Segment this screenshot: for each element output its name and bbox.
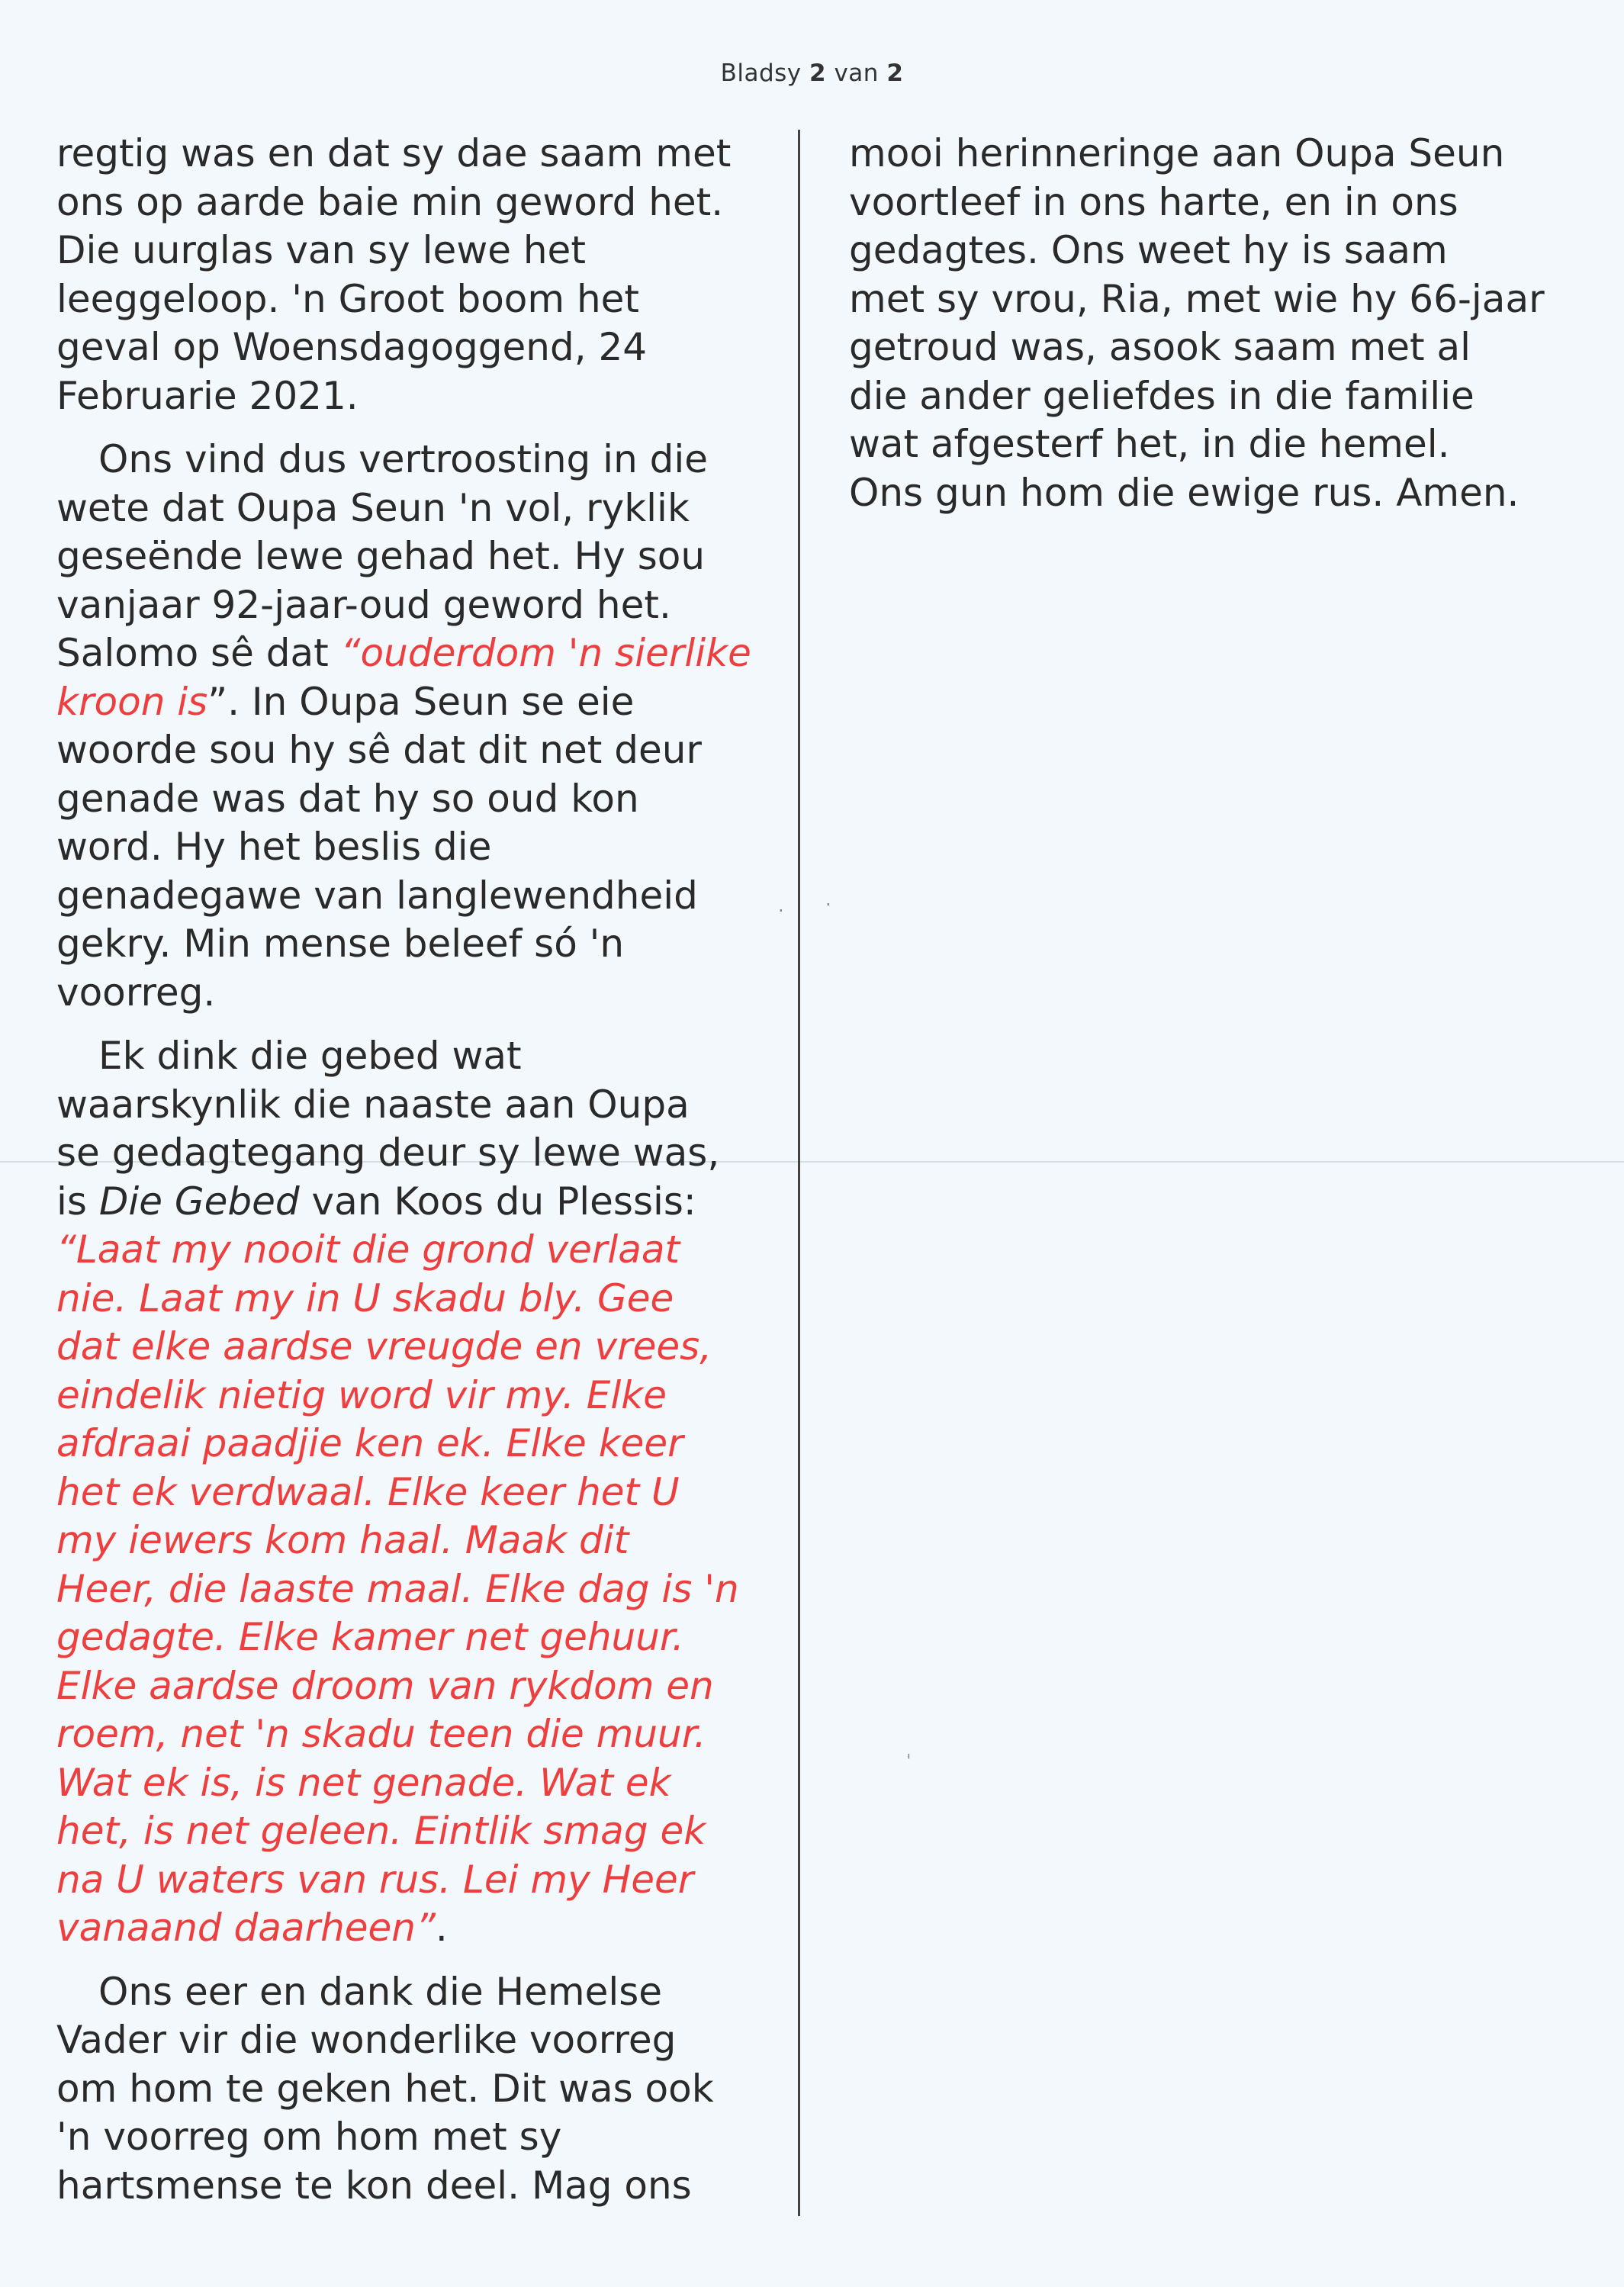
text-line xyxy=(56,629,789,678)
text-line: die ander geliefdes in die familie xyxy=(849,373,1474,418)
text-line: se gedagtegang deur sy lewe was, xyxy=(56,1131,720,1175)
text-line: gedagtes. Ons weet hy is saam xyxy=(849,228,1448,272)
column-divider xyxy=(798,130,800,2216)
text-line: Februarie 2021. xyxy=(56,373,359,418)
header-page-number: 2 xyxy=(809,60,827,87)
quote-line: “Laat my nooit die grond verlaat xyxy=(56,1227,680,1272)
text-line: genade was dat hy so oud kon xyxy=(56,776,639,821)
quote-text: kroon is xyxy=(56,679,208,724)
poem-title: Die Gebed xyxy=(98,1179,300,1224)
quote-line: roem, net 'n skadu teen die muur. xyxy=(56,1712,706,1756)
quote-text: “ouderdom 'n sierlike xyxy=(340,631,751,675)
quote-line: het, is net geleen. Eintlik smag ek xyxy=(56,1809,706,1853)
quote-line: Wat ek is, is net genade. Wat ek xyxy=(56,1760,671,1805)
text-line: waarskynlik die naaste aan Oupa xyxy=(56,1082,690,1127)
text-span: van Koos du Plessis: xyxy=(299,1179,696,1224)
quote-line: eindelik nietig word vir my. Elke xyxy=(56,1372,667,1417)
text-line: geseënde lewe gehad het. Hy sou xyxy=(56,534,706,578)
quote-line: na U waters van rus. Lei my Heer xyxy=(56,1857,694,1902)
text-span: is xyxy=(56,1179,99,1224)
quote-text: vanaand daarheen” xyxy=(56,1906,436,1950)
text-line: gekry. Min mense beleef só 'n xyxy=(56,922,625,966)
text-span: . xyxy=(435,1906,448,1950)
right-column xyxy=(849,130,1581,532)
scan-speck: ˌ xyxy=(906,1739,912,1761)
text-line: word. Hy het beslis die xyxy=(56,825,492,869)
quote-line: het ek verdwaal. Elke keer het U xyxy=(56,1469,680,1514)
page-header xyxy=(0,60,1624,87)
text-line: vanjaar 92-jaar-oud geword het. xyxy=(56,582,671,627)
text-line: wete dat Oupa Seun 'n vol, ryklik xyxy=(56,485,690,530)
paragraph-3 xyxy=(56,1032,789,1953)
text-line: Ons vind dus vertroosting in die xyxy=(98,437,709,481)
text-line: hartsmense te kon deel. Mag ons xyxy=(56,2163,692,2208)
text-line: Ek dink die gebed wat xyxy=(98,1034,522,1078)
header-prefix: Bladsy xyxy=(720,60,802,87)
text-line: Ons eer en dank die Hemelse xyxy=(98,1969,663,2014)
text-line: voortleef in ons harte, en in ons xyxy=(849,179,1458,224)
text-span: ”. In Oupa Seun se eie xyxy=(207,679,635,724)
scan-speck: · xyxy=(778,900,784,922)
paragraph-2 xyxy=(56,436,789,1017)
text-line: met sy vrou, Ria, met wie hy 66-jaar xyxy=(849,276,1545,321)
text-line: mooi herinneringe aan Oupa Seun xyxy=(849,131,1505,175)
quote-line: Elke aardse droom van rykdom en xyxy=(56,1663,714,1708)
quote-line: gedagte. Elke kamer net gehuur. xyxy=(56,1615,684,1659)
text-line: om hom te geken het. Dit was ook xyxy=(56,2066,714,2111)
quote-line xyxy=(56,1904,789,1953)
text-line: Ons gun hom die ewige rus. Amen. xyxy=(849,470,1519,515)
paragraph-1 xyxy=(56,130,789,420)
header-page-total: 2 xyxy=(886,60,904,87)
text-line: Vader vir die wonderlike voorreg xyxy=(56,2018,677,2062)
scan-speck: · xyxy=(825,894,831,915)
text-line: getroud was, asook saam met al xyxy=(849,325,1471,369)
text-line xyxy=(56,1178,789,1227)
text-line: geval op Woensdagoggend, 24 xyxy=(56,325,648,369)
paragraph-5 xyxy=(849,130,1581,517)
text-line: voorreg. xyxy=(56,970,216,1015)
text-line: regtig was en dat sy dae saam met xyxy=(56,131,732,175)
text-span: Salomo sê dat xyxy=(56,631,341,675)
quote-line: Heer, die laaste maal. Elke dag is 'n xyxy=(56,1566,739,1611)
text-line: woorde sou hy sê dat dit net deur xyxy=(56,728,702,772)
text-line: Die uurglas van sy lewe het xyxy=(56,228,586,272)
text-line xyxy=(56,678,789,727)
quote-line: my iewers kom haal. Maak dit xyxy=(56,1518,629,1562)
text-line: ons op aarde baie min geword het. xyxy=(56,179,724,224)
quote-line: nie. Laat my in U skadu bly. Gee xyxy=(56,1275,674,1320)
left-column xyxy=(56,130,789,2225)
quote-line: afdraai paadjie ken ek. Elke keer xyxy=(56,1421,683,1465)
quote-line: dat elke aardse vreugde en vrees, xyxy=(56,1324,712,1369)
header-middle: van xyxy=(834,60,879,87)
paragraph-4 xyxy=(56,1968,789,2211)
text-line: wat afgesterf het, in die hemel. xyxy=(849,422,1450,466)
text-line: 'n voorreg om hom met sy xyxy=(56,2115,562,2159)
text-line: genadegawe van langlewendheid xyxy=(56,873,698,918)
text-line: leeggeloop. 'n Groot boom het xyxy=(56,276,640,321)
